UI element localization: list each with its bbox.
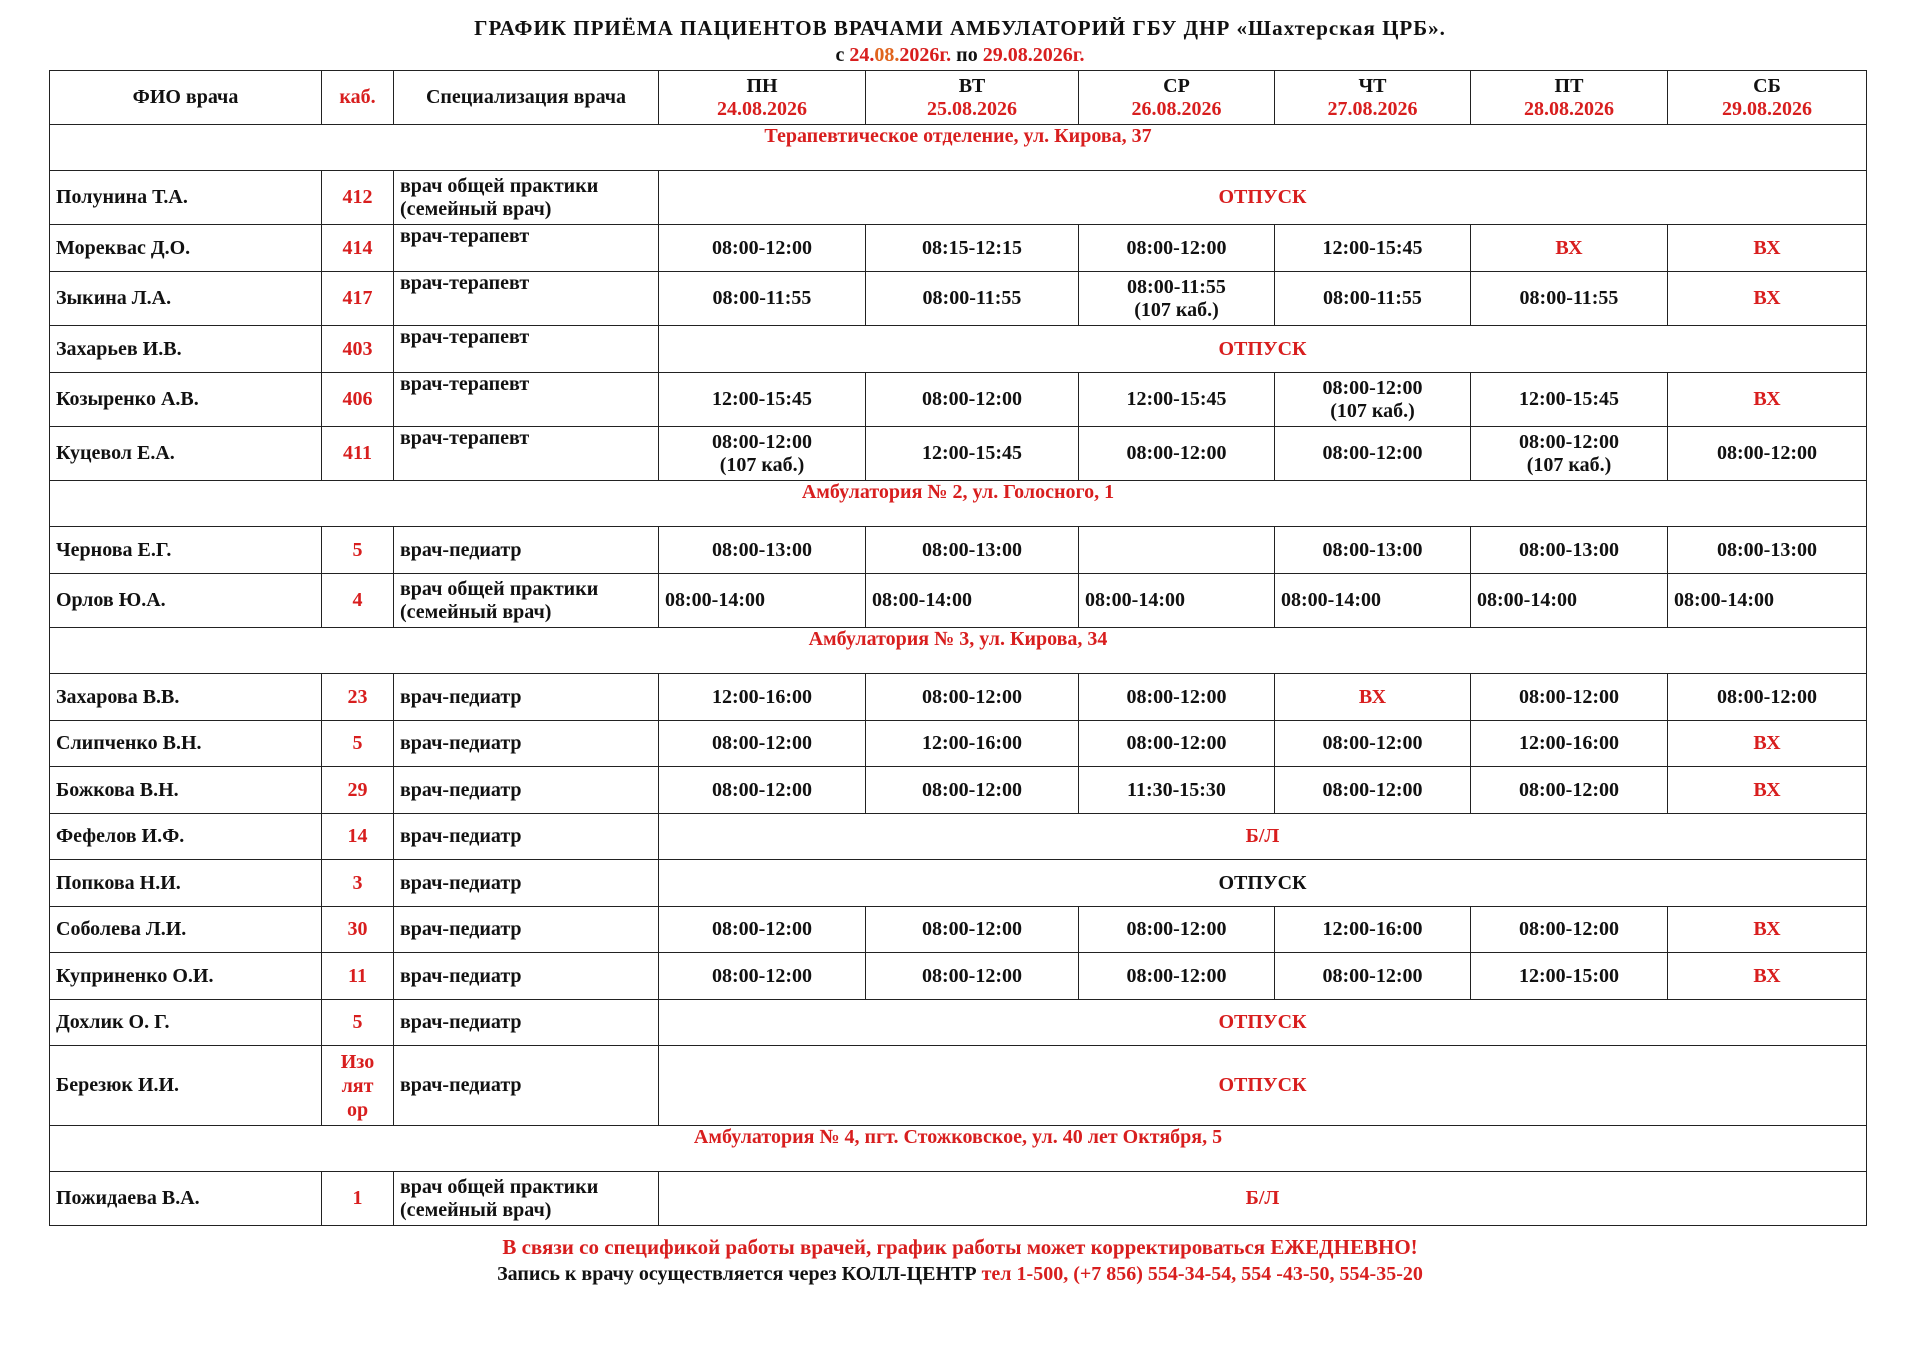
day-time: 08:00-13:00 — [1322, 538, 1423, 561]
day-cell — [1668, 907, 1867, 953]
day-time: 08:00-12:00 — [712, 918, 812, 940]
day-cell — [1668, 767, 1867, 814]
day-cell — [866, 527, 1079, 574]
day-time: 08:00-11:55 — [1127, 275, 1226, 298]
day-cell — [1275, 721, 1471, 767]
doctor-name: Березюк И.И. — [50, 1046, 322, 1126]
day-cell — [1275, 527, 1471, 574]
day-cell — [1079, 272, 1275, 326]
day-cell — [1668, 427, 1867, 481]
period-line — [0, 44, 1920, 67]
day-time: 08:00-12:00 — [1126, 918, 1227, 940]
day-time: 08:00-14:00 — [665, 589, 765, 611]
specialization — [394, 1172, 659, 1226]
day-cell — [659, 721, 866, 767]
col-header-day — [1275, 71, 1471, 125]
specialization — [394, 721, 659, 767]
specialization — [394, 527, 659, 574]
day-date: 24.08.2026 — [717, 97, 807, 120]
spec-line: врач-педиатр — [400, 964, 522, 987]
table-row — [50, 674, 1867, 721]
col-header-day — [1668, 71, 1867, 125]
spec-line: врач-терапевт — [400, 427, 530, 449]
specialization — [394, 1046, 659, 1126]
day-cell — [659, 953, 866, 1000]
day-cell — [1471, 953, 1668, 1000]
day-cell — [1079, 953, 1275, 1000]
day-name: ВТ — [958, 74, 986, 97]
doctor-name: Фефелов И.Ф. — [50, 814, 322, 860]
day-note: (107 каб.) — [719, 453, 805, 476]
period-to-label: по — [951, 44, 983, 66]
day-time: 08:15-12:15 — [922, 236, 1022, 259]
period-to: 29.08.2026г. — [982, 44, 1085, 66]
spec-line: врач-терапевт — [400, 225, 530, 247]
day-cell — [1079, 373, 1275, 427]
day-cell — [866, 767, 1079, 814]
day-cell — [866, 427, 1079, 481]
day-time: 08:00-12:00 — [922, 778, 1022, 801]
day-time: 11:30-15:30 — [1127, 778, 1226, 801]
day-cell — [1079, 907, 1275, 953]
spec-line: врач-педиатр — [400, 538, 522, 561]
day-name: ЧТ — [1358, 74, 1387, 97]
table-row — [50, 171, 1867, 225]
day-cell — [659, 907, 866, 953]
day-time: 12:00-15:45 — [1519, 388, 1619, 410]
booking-phones: тел 1-500, (+7 856) 554-34-54, 554 -43-50, 554-35-20 — [981, 1263, 1423, 1285]
status-span: ОТПУСК — [659, 1046, 1867, 1126]
spec-line: врач-педиатр — [400, 1074, 522, 1096]
day-time: 08:00-13:00 — [1519, 538, 1619, 561]
doctor-name: Соболева Л.И. — [50, 907, 322, 953]
day-date: 27.08.2026 — [1327, 97, 1418, 120]
day-cell — [866, 907, 1079, 953]
day-cell — [1471, 674, 1668, 721]
day-time: 08:00-13:00 — [712, 538, 812, 561]
spec-line: (семейный врач) — [400, 600, 552, 623]
day-cell — [1275, 907, 1471, 953]
table-row — [50, 767, 1867, 814]
day-cell — [1275, 427, 1471, 481]
status-span: ОТПУСК — [659, 1000, 1867, 1046]
day-cell — [866, 272, 1079, 326]
day-name: СБ — [1753, 74, 1781, 97]
doctor-name: Козыренко А.В. — [50, 373, 322, 427]
day-cell — [1079, 767, 1275, 814]
day-time: 08:00-11:55 — [1323, 287, 1422, 309]
day-cell — [1471, 767, 1668, 814]
day-time: 12:00-15:45 — [1126, 388, 1227, 410]
doctor-name: Пожидаева В.А. — [50, 1172, 322, 1226]
day-cell — [1471, 574, 1668, 628]
day-cell — [1275, 953, 1471, 1000]
day-time: 08:00-12:00 — [712, 430, 812, 453]
day-cell — [866, 373, 1079, 427]
cabinet-number: 4 — [322, 574, 394, 628]
day-cell — [866, 953, 1079, 1000]
spec-line: врач общей практики — [400, 577, 599, 600]
table-row — [50, 907, 1867, 953]
table-row — [50, 427, 1867, 481]
day-cell — [1079, 527, 1275, 574]
day-time: 08:00-12:00 — [1322, 964, 1423, 987]
day-note: (107 каб.) — [1330, 399, 1415, 422]
day-cell — [659, 427, 866, 481]
day-cell — [866, 674, 1079, 721]
specialization — [394, 1000, 659, 1046]
day-cell — [1275, 674, 1471, 721]
cabinet-number: 412 — [322, 171, 394, 225]
spec-line: врач-терапевт — [400, 272, 530, 294]
specialization — [394, 171, 659, 225]
period-from-suffix: 2026г. — [899, 44, 952, 66]
spec-line: врач-педиатр — [400, 778, 522, 801]
cabinet-number: 1 — [322, 1172, 394, 1226]
table-row — [50, 1000, 1867, 1046]
specialization — [394, 860, 659, 907]
specialization — [394, 814, 659, 860]
doctor-name: Захарьев И.В. — [50, 326, 322, 373]
day-time: ВХ — [1753, 964, 1781, 987]
table-row — [50, 721, 1867, 767]
day-note: (107 каб.) — [1134, 298, 1219, 321]
day-time: 08:00-14:00 — [1085, 589, 1185, 611]
doctor-name: Чернова Е.Г. — [50, 527, 322, 574]
spec-line: врач-педиатр — [400, 1011, 522, 1033]
specialization — [394, 574, 659, 628]
doctor-name: Божкова В.Н. — [50, 767, 322, 814]
day-time: 08:00-11:55 — [922, 287, 1022, 309]
period-from-mid: 08. — [874, 44, 900, 66]
day-time: 08:00-12:00 — [1322, 732, 1423, 754]
table-row — [50, 225, 1867, 272]
day-time: 08:00-12:00 — [1519, 918, 1619, 940]
day-time: 08:00-12:00 — [1322, 778, 1423, 801]
cabinet-number: 30 — [322, 907, 394, 953]
day-time: 08:00-12:00 — [1322, 442, 1423, 464]
status-span: Б/Л — [659, 1172, 1867, 1226]
cabinet-number: 406 — [322, 373, 394, 427]
day-cell — [1668, 527, 1867, 574]
table-row — [50, 272, 1867, 326]
day-time: 12:00-15:45 — [1322, 236, 1423, 259]
day-cell — [1668, 373, 1867, 427]
day-time: 08:00-11:55 — [1519, 287, 1619, 309]
day-note: (107 каб.) — [1526, 453, 1612, 476]
day-time: 08:00-12:00 — [1519, 778, 1619, 801]
day-cell — [1471, 427, 1668, 481]
section-row — [50, 125, 1867, 171]
table-row — [50, 1046, 1867, 1126]
spec-line: (семейный врач) — [400, 1198, 552, 1221]
section-title: Амбулатория № 3, ул. Кирова, 34 — [50, 628, 1867, 674]
day-cell — [1275, 574, 1471, 628]
spec-line: врач-педиатр — [400, 825, 522, 847]
day-time: 08:00-14:00 — [872, 589, 972, 611]
day-cell — [1079, 674, 1275, 721]
day-cell — [1668, 225, 1867, 272]
section-title: Терапевтическое отделение, ул. Кирова, 37 — [50, 125, 1867, 171]
footer-booking — [0, 1263, 1920, 1286]
section-title: Амбулатория № 4, пгт. Стожковское, ул. 40 лет Октября, 5 — [50, 1126, 1867, 1172]
day-time: 08:00-11:55 — [712, 287, 812, 309]
cabinet-number: 5 — [322, 721, 394, 767]
day-time: 08:00-12:00 — [1126, 685, 1227, 708]
cabinet-number: 5 — [322, 1000, 394, 1046]
spec-line: врач общей практики — [400, 1175, 599, 1198]
spec-line: врач общей практики — [400, 174, 599, 197]
day-cell — [659, 767, 866, 814]
cabinet-number: 29 — [322, 767, 394, 814]
day-cell — [1471, 721, 1668, 767]
status-span: ОТПУСК — [659, 326, 1867, 373]
day-time: 08:00-14:00 — [1674, 589, 1774, 611]
day-time: ВХ — [1753, 732, 1781, 754]
table-row — [50, 814, 1867, 860]
col-header-day — [659, 71, 866, 125]
day-time: 08:00-12:00 — [922, 685, 1022, 708]
day-cell — [866, 574, 1079, 628]
specialization — [394, 373, 659, 427]
booking-text: Запись к врачу осуществляется через КОЛЛ-ЦЕНТР — [497, 1263, 982, 1285]
spec-line: (семейный врач) — [400, 197, 552, 220]
table-row — [50, 574, 1867, 628]
specialization — [394, 225, 659, 272]
col-header-name: ФИО врача — [50, 71, 322, 125]
day-cell — [1471, 373, 1668, 427]
schedule-table — [49, 70, 1867, 1226]
day-time: 08:00-12:00 — [1126, 732, 1227, 754]
day-cell — [1668, 721, 1867, 767]
doctor-name: Полунина Т.А. — [50, 171, 322, 225]
day-cell — [866, 225, 1079, 272]
section-title: Амбулатория № 2, ул. Голосного, 1 — [50, 481, 1867, 527]
day-time: ВХ — [1555, 236, 1583, 259]
cabinet-number: 14 — [322, 814, 394, 860]
day-cell — [1275, 767, 1471, 814]
cabinet-number: 403 — [322, 326, 394, 373]
day-time: 08:00-12:00 — [712, 778, 812, 801]
day-cell — [1079, 721, 1275, 767]
day-time: 08:00-12:00 — [1126, 442, 1227, 464]
cabinet-number: 411 — [322, 427, 394, 481]
section-row — [50, 481, 1867, 527]
table-row — [50, 953, 1867, 1000]
col-header-spec: Специализация врача — [394, 71, 659, 125]
col-header-day — [1079, 71, 1275, 125]
period-from-label: с — [835, 44, 850, 66]
day-time: 12:00-15:45 — [712, 388, 812, 410]
day-cell — [1471, 527, 1668, 574]
doctor-name: Дохлик О. Г. — [50, 1000, 322, 1046]
period-from-prefix: 24. — [849, 44, 875, 66]
day-time: 08:00-12:00 — [922, 388, 1022, 410]
spec-line: врач-педиатр — [400, 732, 522, 754]
table-row — [50, 527, 1867, 574]
spec-line: врач-педиатр — [400, 685, 522, 708]
day-cell — [659, 527, 866, 574]
schedule-body — [50, 125, 1867, 1226]
day-time: 08:00-12:00 — [1126, 236, 1227, 259]
day-cell — [659, 373, 866, 427]
day-time: 08:00-12:00 — [1519, 430, 1619, 453]
day-cell — [659, 674, 866, 721]
day-cell — [1471, 272, 1668, 326]
day-time: ВХ — [1753, 287, 1781, 309]
doctor-name: Попкова Н.И. — [50, 860, 322, 907]
day-time: 08:00-12:00 — [1717, 685, 1817, 708]
day-date: 28.08.2026 — [1524, 97, 1614, 120]
day-time: 08:00-13:00 — [922, 538, 1022, 561]
day-time: 08:00-14:00 — [1281, 589, 1381, 611]
day-cell — [1079, 427, 1275, 481]
day-cell — [1275, 373, 1471, 427]
day-time: 08:00-12:00 — [1717, 442, 1817, 464]
doctor-name: Куприненко О.И. — [50, 953, 322, 1000]
day-time: 12:00-15:00 — [1519, 964, 1619, 987]
day-time: 08:00-12:00 — [712, 236, 812, 259]
day-cell — [1471, 225, 1668, 272]
section-row — [50, 628, 1867, 674]
day-cell — [866, 721, 1079, 767]
day-time: 08:00-12:00 — [1322, 376, 1423, 399]
day-cell — [1471, 907, 1668, 953]
spec-line: врач-терапевт — [400, 373, 530, 395]
section-row — [50, 1126, 1867, 1172]
day-cell — [1275, 225, 1471, 272]
specialization — [394, 427, 659, 481]
cabinet-number: 5 — [322, 527, 394, 574]
col-header-cab: каб. — [322, 71, 394, 125]
cabinet-number: 3 — [322, 860, 394, 907]
day-time: ВХ — [1753, 236, 1781, 259]
day-time: 12:00-16:00 — [1322, 918, 1423, 940]
day-time: ВХ — [1753, 388, 1781, 410]
day-time: 12:00-16:00 — [922, 732, 1022, 754]
day-cell — [659, 574, 866, 628]
day-time: 12:00-15:45 — [922, 442, 1022, 464]
doctor-name: Орлов Ю.А. — [50, 574, 322, 628]
status-span: Б/Л — [659, 814, 1867, 860]
day-time: 08:00-12:00 — [712, 964, 812, 987]
doctor-name: Мореквас Д.О. — [50, 225, 322, 272]
cabinet-number: 417 — [322, 272, 394, 326]
specialization — [394, 907, 659, 953]
day-time: 08:00-13:00 — [1717, 538, 1817, 561]
cabinet-number: Изо лят ор — [322, 1046, 394, 1126]
spec-line: врач-педиатр — [400, 871, 522, 894]
day-cell — [1079, 225, 1275, 272]
doctor-name: Захарова В.В. — [50, 674, 322, 721]
day-cell — [1668, 674, 1867, 721]
specialization — [394, 674, 659, 721]
status-span: ОТПУСК — [659, 171, 1867, 225]
day-date: 29.08.2026 — [1722, 97, 1812, 120]
table-row — [50, 1172, 1867, 1226]
specialization — [394, 272, 659, 326]
header-row — [50, 71, 1867, 125]
day-time: 08:00-14:00 — [1477, 589, 1577, 611]
day-cell — [1079, 574, 1275, 628]
day-cell — [659, 272, 866, 326]
day-time: 08:00-12:00 — [922, 918, 1022, 940]
doctor-name: Зыкина Л.А. — [50, 272, 322, 326]
footer-notice: В связи со спецификой работы врачей, график работы может корректироваться ЕЖЕДНЕВНО! — [502, 1235, 1418, 1259]
cabinet-number: 11 — [322, 953, 394, 1000]
doctor-name: Куцевол Е.А. — [50, 427, 322, 481]
day-time: 08:00-12:00 — [1126, 964, 1227, 987]
day-date: 25.08.2026 — [927, 97, 1017, 120]
specialization — [394, 326, 659, 373]
day-name: ПТ — [1554, 74, 1584, 97]
day-time: 08:00-12:00 — [1519, 685, 1619, 708]
day-time: ВХ — [1753, 778, 1781, 801]
day-date: 26.08.2026 — [1131, 97, 1222, 120]
day-time: 08:00-12:00 — [712, 732, 812, 754]
cabinet-number: 414 — [322, 225, 394, 272]
day-time: 12:00-16:00 — [712, 685, 812, 708]
day-cell — [1668, 574, 1867, 628]
table-row — [50, 860, 1867, 907]
day-time: ВХ — [1358, 685, 1387, 708]
cabinet-number: 23 — [322, 674, 394, 721]
col-header-day — [866, 71, 1079, 125]
specialization — [394, 953, 659, 1000]
spec-line: врач-терапевт — [400, 326, 530, 348]
table-row — [50, 326, 1867, 373]
spec-line: врач-педиатр — [400, 918, 522, 940]
day-cell — [659, 225, 866, 272]
specialization — [394, 767, 659, 814]
day-time: 12:00-16:00 — [1519, 732, 1619, 754]
day-name: ПН — [746, 74, 778, 97]
status-span: ОТПУСК — [659, 860, 1867, 907]
day-time: ВХ — [1753, 918, 1781, 940]
doctor-name: Слипченко В.Н. — [50, 721, 322, 767]
day-cell — [1668, 272, 1867, 326]
day-cell — [1668, 953, 1867, 1000]
table-row — [50, 373, 1867, 427]
page-title: ГРАФИК ПРИЁМА ПАЦИЕНТОВ ВРАЧАМИ АМБУЛАТОРИЙ ГБУ ДНР «Шахтерская ЦРБ». — [474, 16, 1446, 40]
day-name: СР — [1163, 74, 1190, 97]
day-cell — [1275, 272, 1471, 326]
col-header-day — [1471, 71, 1668, 125]
day-time: 08:00-12:00 — [922, 964, 1022, 987]
